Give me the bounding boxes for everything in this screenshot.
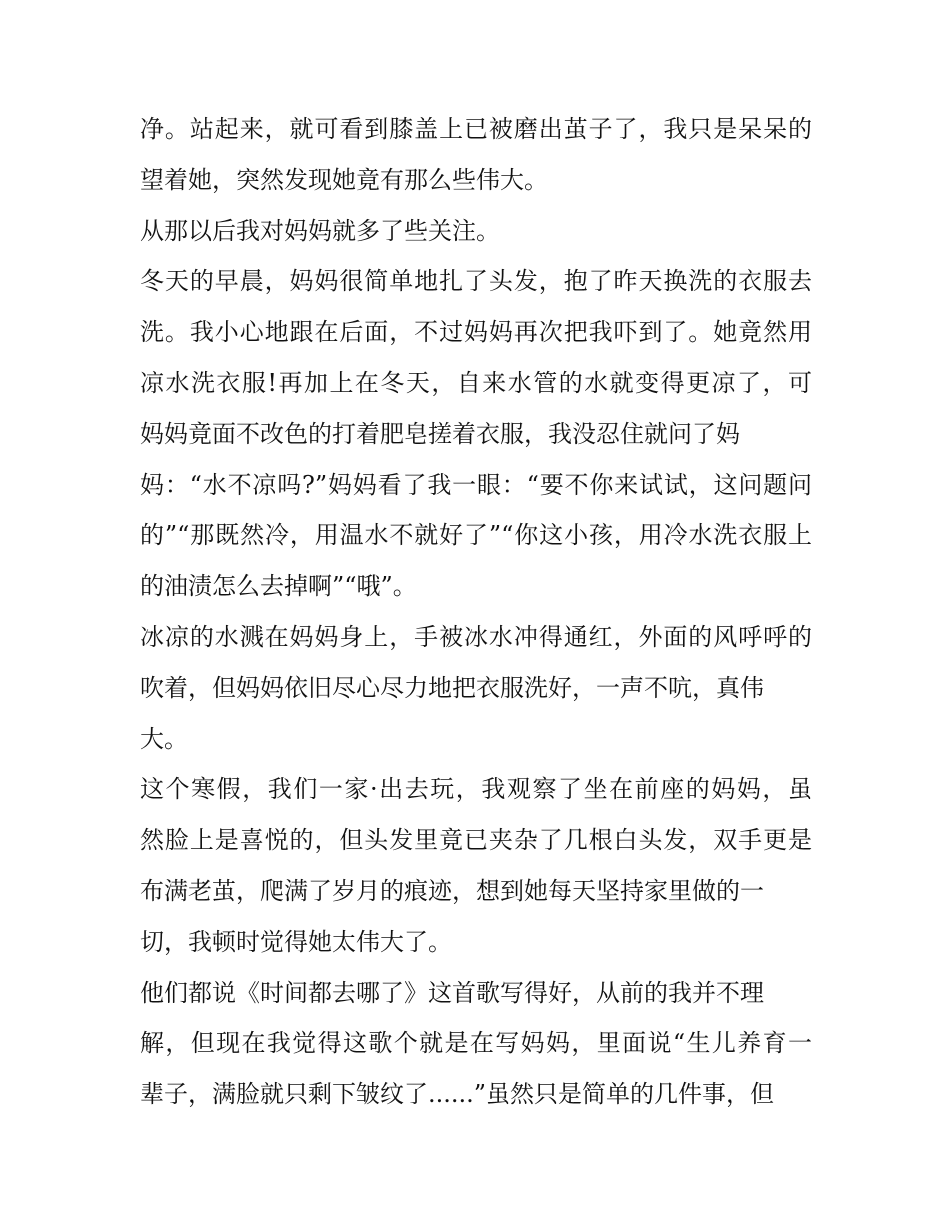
text-line: 切，我顿时觉得她太伟大了。 — [140, 927, 452, 956]
text-line: 妈：“水不凉吗?”妈妈看了我一眼：“要不你来试试，这问题问 — [140, 470, 812, 499]
text-line: 然脸上是喜悦的，但头发里竟已夹杂了几根白头发，双手更是 — [140, 826, 812, 855]
text-line: 洗。我小心地跟在后面，不过妈妈再次把我吓到了。她竟然用 — [140, 318, 812, 347]
text-line: 大。 — [140, 724, 188, 753]
text-line: 这个寒假，我们一家·出去玩，我观察了坐在前座的妈妈，虽 — [140, 775, 812, 804]
text-line: 吹着，但妈妈依旧尽心尽力地把衣服洗好，一声不吭，真伟 — [140, 673, 764, 702]
text-line: 净。站起来，就可看到膝盖上已被磨出茧子了，我只是呆呆的 — [140, 115, 812, 143]
text-line: 的油渍怎么去掉啊”“哦”。 — [140, 572, 417, 601]
text-line: 他们都说《时间都去哪了》这首歌写得好，从前的我并不理 — [140, 978, 764, 1007]
text-line: 解，但现在我觉得这歌个就是在写妈妈，里面说“生儿养育一 — [140, 1029, 812, 1058]
text-line: 布满老茧，爬满了岁月的痕迹，想到她每天坚持家里做的一 — [140, 876, 764, 905]
text-line: 凉水洗衣服!再加上在冬天，自来水管的水就变得更凉了，可 — [140, 368, 812, 397]
text-line: 妈妈竟面不改色的打着肥皂搓着衣服，我没忍住就问了妈 — [140, 419, 740, 448]
text-line: 辈子，满脸就只剩下皱纹了......”虽然只是简单的几件事，但 — [140, 1080, 775, 1109]
text-line: 的”“那既然冷，用温水不就好了”“你这小孩，用冷水洗衣服上 — [140, 521, 812, 550]
text-line: 冰凉的水溅在妈妈身上，手被冰水冲得通红，外面的风呼呼的 — [140, 622, 812, 651]
text-line: 冬天的早晨，妈妈很简单地扎了头发，抱了昨天换洗的衣服去 — [140, 267, 812, 296]
text-line: 从那以后我对妈妈就多了些关注。 — [140, 216, 500, 245]
text-line: 望着她，突然发现她竟有那么些伟大。 — [140, 165, 548, 194]
body-text — [140, 104, 812, 1120]
